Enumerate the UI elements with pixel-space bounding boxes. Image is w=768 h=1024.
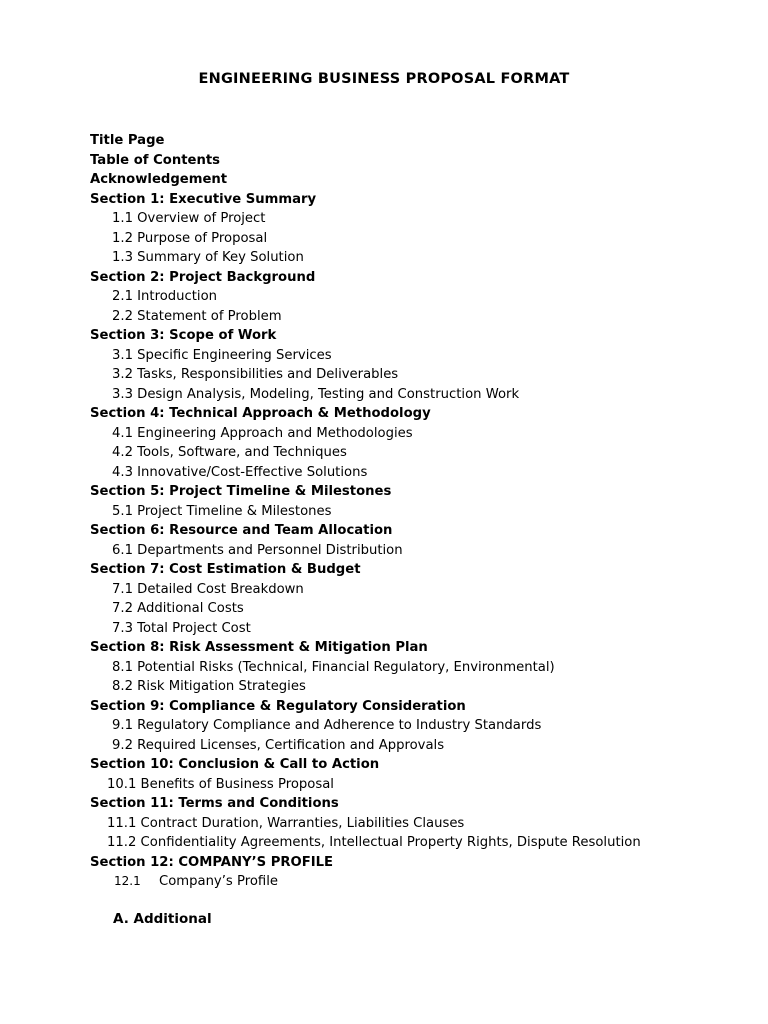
- toc-section-heading: Section 6: Resource and Team Allocation: [90, 523, 393, 538]
- toc-subitem: 9.2 Required Licenses, Certification and Approvals: [112, 737, 445, 753]
- toc-subitem: 6.1 Departments and Personnel Distribution: [112, 542, 403, 558]
- toc-subitem: 10.1 Benefits of Business Proposal: [107, 776, 334, 792]
- toc-subitem: 7.1 Detailed Cost Breakdown: [112, 581, 304, 597]
- toc-section-heading: Section 8: Risk Assessment & Mitigation Plan: [90, 640, 428, 655]
- toc-subitem: 4.1 Engineering Approach and Methodologies: [112, 425, 413, 441]
- toc-subitem: 1.2 Purpose of Proposal: [112, 230, 268, 246]
- toc-section-heading: Section 12: COMPANY’S PROFILE: [90, 854, 334, 870]
- toc-subitem: 7.2 Additional Costs: [112, 601, 244, 616]
- toc-subitem: 4.3 Innovative/Cost-Effective Solutions: [112, 464, 368, 480]
- table-of-contents: [90, 131, 730, 892]
- toc-section-heading: Section 1: Executive Summary: [90, 191, 317, 207]
- toc-subitem: 2.1 Introduction: [112, 289, 218, 304]
- toc-subitem: 1.1 Overview of Project: [112, 211, 266, 226]
- document-title: ENGINEERING BUSINESS PROPOSAL FORMAT: [198, 71, 570, 87]
- toc-subitem: 9.1 Regulatory Compliance and Adherence to Industry Standards: [112, 718, 542, 733]
- toc-section-heading: Section 2: Project Background: [90, 269, 316, 285]
- toc-item: Acknowledgement: [90, 172, 228, 187]
- toc-subitem: 1.3 Summary of Key Solution: [112, 250, 304, 265]
- toc-subitem: 8.2 Risk Mitigation Strategies: [112, 679, 306, 694]
- toc-subitem: 7.3 Total Project Cost: [112, 620, 251, 636]
- toc-section-heading: Section 5: Project Timeline & Milestones: [90, 484, 392, 499]
- toc-subitem: 8.1 Potential Risks (Technical, Financial Regulatory, Environmental): [112, 659, 555, 675]
- toc-subitem: 5.1 Project Timeline & Milestones: [112, 503, 332, 519]
- toc-subitem-number: 12.1: [114, 874, 141, 888]
- toc-section-heading: Section 7: Cost Estimation & Budget: [90, 562, 361, 577]
- toc-section-heading: Section 11: Terms and Conditions: [90, 796, 339, 811]
- additional-heading: A. Additional: [113, 911, 212, 927]
- toc-subitem: [90, 872, 730, 892]
- toc-subitem: 3.2 Tasks, Responsibilities and Deliverables: [112, 367, 399, 382]
- toc-subitem: 3.1 Specific Engineering Services: [112, 347, 332, 363]
- toc-subitem: 2.2 Statement of Problem: [112, 308, 282, 324]
- toc-subitem: 3.3 Design Analysis, Modeling, Testing and Construction Work: [112, 386, 520, 402]
- toc-subitem: 11.2 Confidentiality Agreements, Intellectual Property Rights, Dispute Resolution: [107, 835, 641, 850]
- toc-item: Title Page: [90, 133, 165, 148]
- toc-subitem-label: Company’s Profile: [159, 874, 278, 889]
- toc-section-heading: Section 9: Compliance & Regulatory Consideration: [90, 698, 466, 714]
- toc-section-heading: Section 3: Scope of Work: [90, 328, 277, 343]
- toc-item: Table of Contents: [90, 152, 220, 168]
- toc-subitem: 4.2 Tools, Software, and Techniques: [112, 445, 347, 460]
- toc-section-heading: Section 4: Technical Approach & Methodology: [90, 406, 431, 421]
- toc-section-heading: Section 10: Conclusion & Call to Action: [90, 757, 380, 772]
- toc-subitem: 11.1 Contract Duration, Warranties, Liabilities Clauses: [107, 815, 465, 831]
